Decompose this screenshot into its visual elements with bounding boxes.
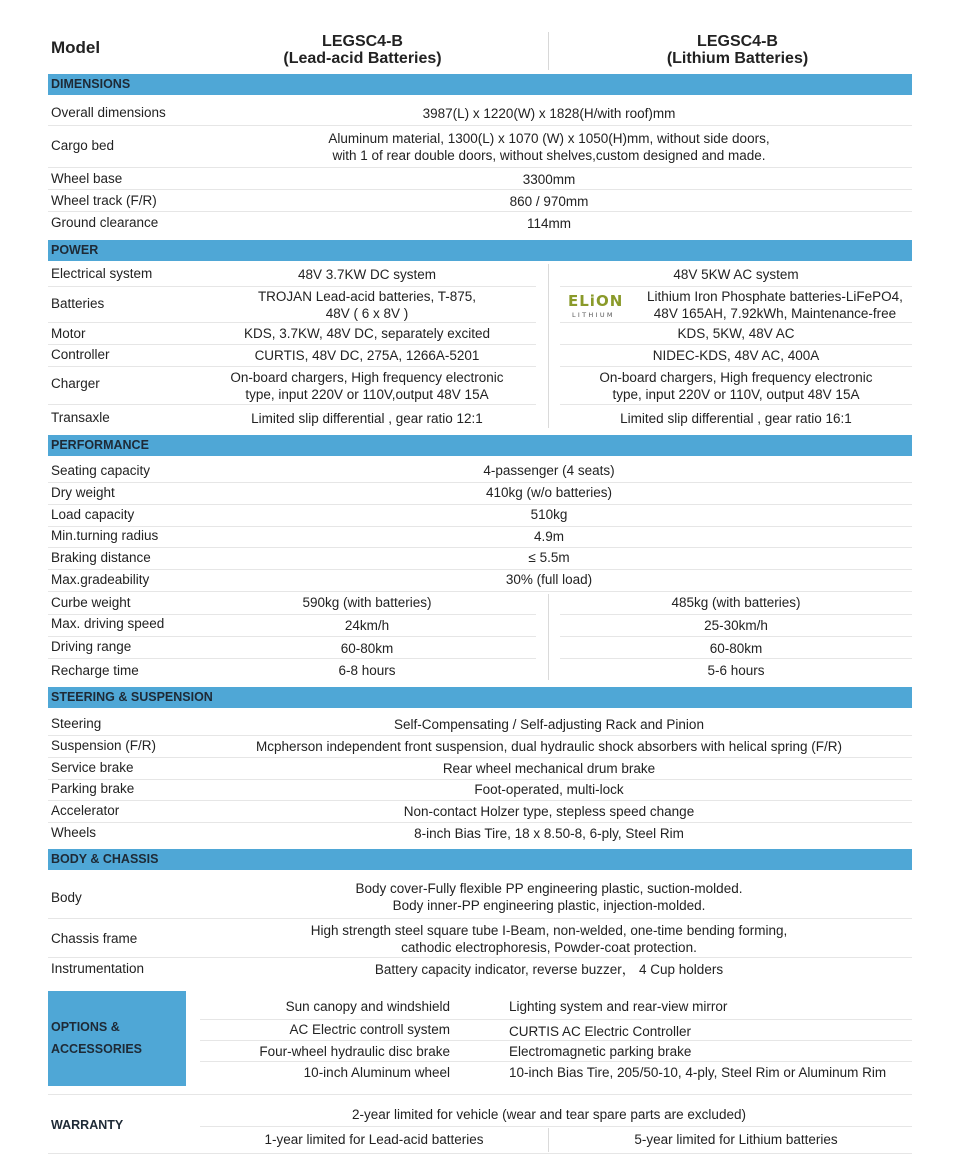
service-brake-value: Rear wheel mechanical drum brake <box>442 761 656 776</box>
dry-weight-label: Dry weight <box>51 485 115 500</box>
driving-range-label: Driving range <box>51 639 132 654</box>
instrumentation-value: Battery capacity indicator, reverse buzzer， 4 Cup holders <box>374 962 724 977</box>
row-divider <box>560 322 912 323</box>
chassis-frame-value-line1: High strength steel square tube I-Beam, non-welded, one-time bending forming, <box>310 923 788 938</box>
lithium-model-header <box>590 33 885 67</box>
logo-sub: LITHIUM <box>572 311 615 319</box>
lithium-model-name: LEGSC4-B <box>697 33 778 50</box>
options-title-line2: ACCESSORIES <box>51 1042 142 1056</box>
recharge-time-lead: 6-8 hours <box>338 663 396 678</box>
cargo-bed-value <box>186 130 912 164</box>
service-brake-label: Service brake <box>51 760 134 775</box>
lead-acid-model-type: (Lead-acid Batteries) <box>283 50 442 67</box>
model-label: Model <box>51 38 101 57</box>
option-left: Sun canopy and windshield <box>285 999 450 1014</box>
options-title-line1: OPTIONS & <box>51 1020 120 1034</box>
column-divider <box>548 1128 549 1152</box>
option-right: Electromagnetic parking brake <box>509 1044 692 1059</box>
driving-speed-lead: 24km/h <box>344 618 390 633</box>
turning-radius-value: 4.9m <box>533 529 564 544</box>
chassis-frame-value-line2: cathodic electrophoresis, Powder-coat protection. <box>401 940 697 955</box>
batteries-lead-line1: TROJAN Lead-acid batteries, T-875, <box>257 289 477 304</box>
body-value-line1: Body cover-Fully flexible PP engineering plastic, suction-molded. <box>355 881 743 896</box>
steering-value: Self-Compensating / Self-adjusting Rack and Pinion <box>394 717 704 732</box>
electrical-system-lead: 48V 3.7KW DC system <box>297 267 437 282</box>
motor-lead: KDS, 3.7KW, 48V DC, separately excited <box>243 326 491 341</box>
option-left: Four-wheel hydraulic disc brake <box>259 1044 450 1059</box>
row-divider <box>48 167 912 168</box>
row-divider <box>200 1019 912 1020</box>
row-divider <box>48 735 912 736</box>
driving-range-lithium: 60-80km <box>709 641 763 656</box>
motor-lithium: KDS, 5KW, 48V AC <box>677 326 795 341</box>
recharge-time-lithium: 5-6 hours <box>707 663 765 678</box>
cargo-bed-label: Cargo bed <box>51 138 115 153</box>
controller-lithium: NIDEC-KDS, 48V AC, 400A <box>652 348 820 363</box>
row-divider <box>560 286 912 287</box>
row-divider <box>48 591 912 592</box>
transaxle-lithium: Limited slip differential , gear ratio 16:1 <box>620 411 852 426</box>
suspension-label: Suspension (F/R) <box>51 738 157 753</box>
warranty-vehicle: 2-year limited for vehicle (wear and tear spare parts are excluded) <box>352 1107 746 1122</box>
lead-acid-model-header <box>210 33 515 67</box>
chassis-frame-label: Chassis frame <box>51 931 138 946</box>
section-power <box>48 240 912 261</box>
load-capacity-value: 510kg <box>530 507 568 522</box>
options-accessories-header <box>48 991 186 1086</box>
section-title: POWER <box>51 243 99 257</box>
load-capacity-label: Load capacity <box>51 507 135 522</box>
braking-distance-value: ≤ 5.5m <box>528 550 570 565</box>
curbe-weight-label: Curbe weight <box>51 595 131 610</box>
parking-brake-value: Foot-operated, multi-lock <box>474 782 624 797</box>
row-divider <box>48 658 536 659</box>
section-title: DIMENSIONS <box>51 77 131 91</box>
cargo-bed-value-line2: with 1 of rear double doors, without shelves,custom designed and made. <box>332 148 766 163</box>
option-right: 10-inch Bias Tire, 205/50-10, 4-ply, Steel Rim or Aluminum Rim <box>509 1065 887 1080</box>
column-divider <box>548 264 549 428</box>
gradeability-value: 30% (full load) <box>505 572 593 587</box>
row-divider <box>48 569 912 570</box>
motor-label: Motor <box>51 326 86 341</box>
seating-capacity-value: 4-passenger (4 seats) <box>483 463 615 478</box>
charger-label: Charger <box>51 376 100 391</box>
controller-lead: CURTIS, 48V DC, 275A, 1266A-5201 <box>254 348 480 363</box>
option-right: CURTIS AC Electric Controller <box>509 1024 692 1039</box>
wheel-base-value: 3300mm <box>522 172 576 187</box>
driving-range-lead: 60-80km <box>340 641 394 656</box>
section-body-chassis <box>48 849 912 870</box>
row-divider <box>48 800 912 801</box>
row-divider <box>48 366 536 367</box>
row-divider <box>48 779 912 780</box>
section-title: PERFORMANCE <box>51 438 149 452</box>
seating-capacity-label: Seating capacity <box>51 463 151 478</box>
curbe-weight-lead: 590kg (with batteries) <box>302 595 432 610</box>
overall-dimensions-label: Overall dimensions <box>51 105 166 120</box>
curbe-weight-lithium: 485kg (with batteries) <box>671 595 801 610</box>
accelerator-value: Non-contact Holzer type, stepless speed change <box>403 804 695 819</box>
section-title: STEERING & SUSPENSION <box>51 690 213 704</box>
row-divider <box>48 322 536 323</box>
row-divider <box>48 482 912 483</box>
cargo-bed-value-line1: Aluminum material, 1300(L) x 1070 (W) x 1050(H)mm, without side doors, <box>328 131 770 146</box>
option-right: Lighting system and rear-view mirror <box>509 999 728 1014</box>
column-divider <box>548 594 549 680</box>
transaxle-lead: Limited slip differential , gear ratio 12:1 <box>251 411 483 426</box>
batteries-label: Batteries <box>51 296 105 311</box>
row-divider <box>48 822 912 823</box>
row-divider <box>48 547 912 548</box>
row-divider <box>560 366 912 367</box>
row-divider <box>48 1094 912 1095</box>
parking-brake-label: Parking brake <box>51 781 135 796</box>
batteries-lithium-line1: Lithium Iron Phosphate batteries-LiFePO4, <box>647 289 903 304</box>
section-steering-suspension <box>48 687 912 708</box>
ground-clearance-value: 114mm <box>526 216 571 231</box>
option-left: 10-inch Aluminum wheel <box>303 1065 450 1080</box>
wheel-track-value: 860 / 970mm <box>509 194 589 209</box>
ground-clearance-label: Ground clearance <box>51 215 159 230</box>
elion-lithium-logo <box>567 291 633 319</box>
row-divider <box>48 614 536 615</box>
section-performance <box>48 435 912 456</box>
body-label: Body <box>51 890 82 905</box>
batteries-lead-line2: 48V ( 6 x 8V ) <box>325 306 409 321</box>
turning-radius-label: Min.turning radius <box>51 528 159 543</box>
charger-lithium-line2: type, input 220V or 110V, output 48V 15A <box>612 387 860 402</box>
row-divider <box>560 636 912 637</box>
row-divider <box>48 504 912 505</box>
charger-lithium-line1: On-board chargers, High frequency electronic <box>599 370 873 385</box>
wheels-label: Wheels <box>51 825 97 840</box>
row-divider <box>48 1153 912 1154</box>
body-value <box>186 880 912 914</box>
batteries-lead <box>186 288 548 322</box>
wheel-base-label: Wheel base <box>51 171 123 186</box>
row-divider <box>48 125 912 126</box>
charger-lead <box>186 369 548 403</box>
batteries-lithium <box>636 288 914 322</box>
body-value-line2: Body inner-PP engineering plastic, injection-molded. <box>392 898 706 913</box>
wheels-value: 8-inch Bias Tire, 18 x 8.50-8, 6-ply, Steel Rim <box>414 826 684 841</box>
row-divider <box>560 658 912 659</box>
braking-distance-label: Braking distance <box>51 550 151 565</box>
row-divider <box>48 918 912 919</box>
row-divider <box>48 189 912 190</box>
wheel-track-label: Wheel track (F/R) <box>51 193 157 208</box>
header-divider <box>548 32 549 70</box>
row-divider <box>48 526 912 527</box>
overall-dimensions-value: 3987(L) x 1220(W) x 1828(H/with roof)mm <box>422 106 676 121</box>
charger-lithium <box>560 369 912 403</box>
row-divider <box>560 344 912 345</box>
electrical-system-lithium: 48V 5KW AC system <box>673 267 799 282</box>
warranty-lithium: 5-year limited for Lithium batteries <box>634 1132 838 1147</box>
lead-acid-model-name: LEGSC4-B <box>322 33 403 50</box>
row-divider <box>560 404 912 405</box>
warranty-lead-acid: 1-year limited for Lead-acid batteries <box>264 1132 484 1147</box>
accelerator-label: Accelerator <box>51 803 120 818</box>
controller-label: Controller <box>51 347 110 362</box>
option-left: AC Electric controll system <box>289 1022 450 1037</box>
row-divider <box>48 286 536 287</box>
row-divider <box>200 1061 912 1062</box>
recharge-time-label: Recharge time <box>51 663 139 678</box>
row-divider <box>48 636 536 637</box>
row-divider <box>48 344 536 345</box>
row-divider <box>200 1126 912 1127</box>
row-divider <box>48 757 912 758</box>
chassis-frame-value <box>186 922 912 956</box>
driving-speed-label: Max. driving speed <box>51 616 165 631</box>
warranty-title: WARRANTY <box>51 1118 124 1132</box>
steering-label: Steering <box>51 716 102 731</box>
row-divider <box>200 1040 912 1041</box>
row-divider <box>48 957 912 958</box>
gradeability-label: Max.gradeability <box>51 572 150 587</box>
transaxle-label: Transaxle <box>51 410 110 425</box>
batteries-lithium-line2: 48V 165AH, 7.92kWh, Maintenance-free <box>653 306 897 321</box>
instrumentation-label: Instrumentation <box>51 961 145 976</box>
electrical-system-label: Electrical system <box>51 266 153 281</box>
charger-lead-line2: type, input 220V or 110V,output 48V 15A <box>245 387 489 402</box>
driving-speed-lithium: 25-30km/h <box>704 618 768 633</box>
section-title: BODY & CHASSIS <box>51 852 159 866</box>
row-divider <box>48 211 912 212</box>
section-dimensions <box>48 74 912 95</box>
logo-word: ELiON <box>568 292 624 310</box>
suspension-value: Mcpherson independent front suspension, dual hydraulic shock absorbers with helical spring (F/R) <box>255 739 843 754</box>
row-divider <box>560 614 912 615</box>
row-divider <box>48 404 536 405</box>
lithium-model-type: (Lithium Batteries) <box>666 50 809 67</box>
charger-lead-line1: On-board chargers, High frequency electronic <box>230 370 504 385</box>
dry-weight-value: 410kg (w/o batteries) <box>485 485 613 500</box>
